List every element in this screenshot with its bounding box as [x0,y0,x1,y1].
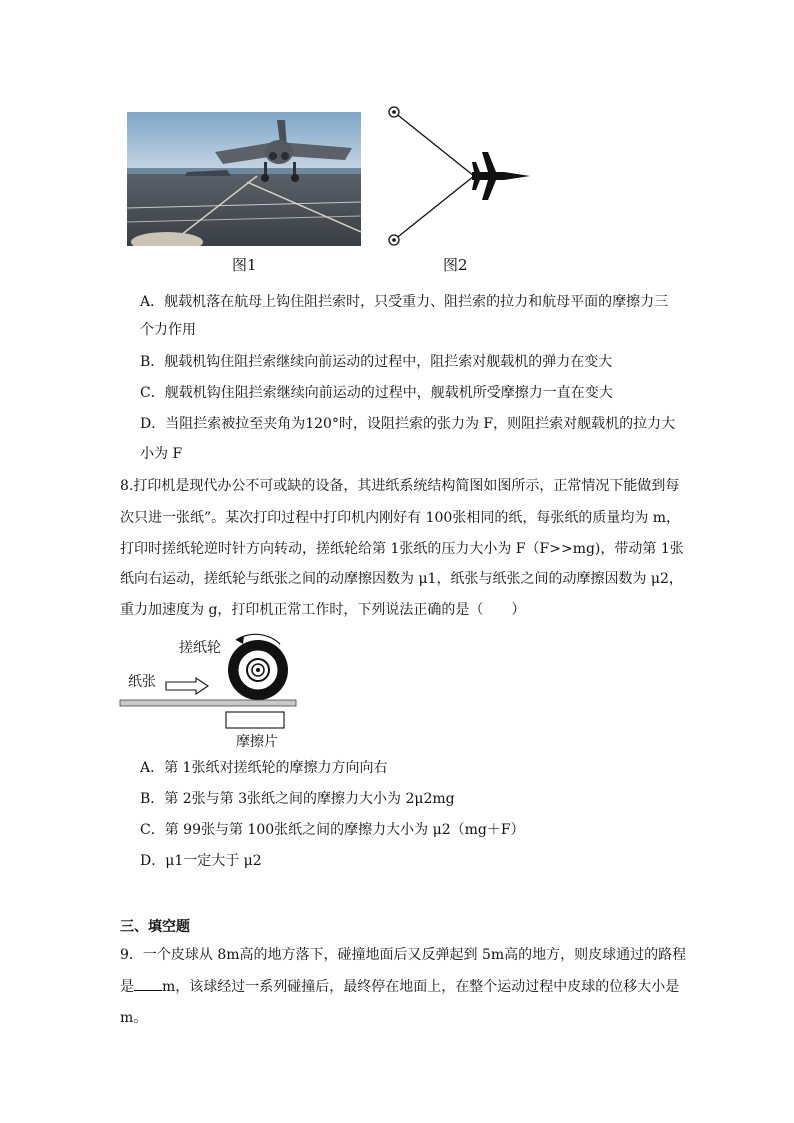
q8-option-d: D．μ1一定大于 μ2 [140,853,262,869]
carrier-jet-photo [127,112,361,246]
paper-label: 纸张 [128,674,156,690]
feed-direction-arrow [166,678,208,694]
roller-wheel [228,640,288,700]
figure1-caption: 图1 [232,256,257,274]
q9-line3: m。 [120,1010,148,1026]
figure2-caption: 图2 [443,256,468,274]
friction-pad [226,712,284,728]
q7-option-d-line2: 小为 F [140,446,183,462]
q8-option-b: B．第 2张与第 3张纸之间的摩擦力大小为 2μ2mg [140,791,455,807]
q9-line1: 9．一个皮球从 8m高的地方落下，碰撞地面后又反弹起到 5m高的地方，则皮球通过的路程 [120,947,687,963]
q8-option-c: C．第 99张与第 100张纸之间的摩擦力大小为 μ2（mg＋F） [140,822,525,838]
q7-option-b: B．舰载机钩住阻拦索继续向前运动的过程中，阻拦索对舰载机的弹力在变大 [140,354,613,370]
pad-label: 摩擦片 [236,734,278,750]
section-title: 三、填空题 [120,919,190,935]
upper-anchor [389,107,399,117]
q7-option-a-line2: 个力作用 [140,322,196,338]
q8-stem-line1: 8.打印机是现代办公不可或缺的设备，其进纸系统结构简图如图所示，正常情况下能做到每 [120,478,680,494]
paper-stack [120,700,296,706]
q7-option-d-line1: D．当阻拦索被拉至夹角为120°时，设阻拦索的张力为 F，则阻拦索对舰载机的拉力大 [140,416,676,432]
lower-cable [394,176,474,240]
carrier-jet-image [127,112,361,246]
jet-silhouette [472,152,530,200]
q8-stem-line4: 纸向右运动，搓纸轮与纸张之间的动摩擦因数为 μ1，纸张与纸张之间的动摩擦因数为 μ2， [120,571,683,587]
lower-anchor [389,235,399,245]
q8-stem-line3: 打印时搓纸轮逆时针方向转动，搓纸轮给第 1张纸的压力大小为 F（F>>mg)，带动第 1张 [120,541,684,557]
roller-label: 搓纸轮 [179,640,221,656]
q8-stem-line2: 次只进一张纸”。某次打印过程中打印机内刚好有 100张相同的纸，每张纸的质量均为 m， [120,510,681,526]
upper-cable [394,112,474,176]
q8-option-a: A．第 1张纸对搓纸轮的摩擦力方向向右 [140,760,388,776]
q9-line2 [120,976,679,997]
q8-stem-line5: 重力加速度为 g，打印机正常工作时，下列说法正确的是（ ） [120,602,526,618]
q7-option-a-line1: A．舰载机落在航母上钩住阻拦索时，只受重力、阻拦索的拉力和航母平面的摩擦力三 [140,294,669,310]
answer-blank[interactable] [134,976,162,991]
arresting-cable-diagram [384,102,544,248]
q9-line2-end: m，该球经过一系列碰撞后，最终停在地面上，在整个运动过程中皮球的位移大小是 [162,979,680,995]
q7-option-c: C．舰载机钩住阻拦索继续向前运动的过程中，舰载机所受摩擦力一直在变大 [140,385,613,401]
q9-line2-start: 是 [120,979,134,995]
paper-feed-diagram [118,630,298,730]
